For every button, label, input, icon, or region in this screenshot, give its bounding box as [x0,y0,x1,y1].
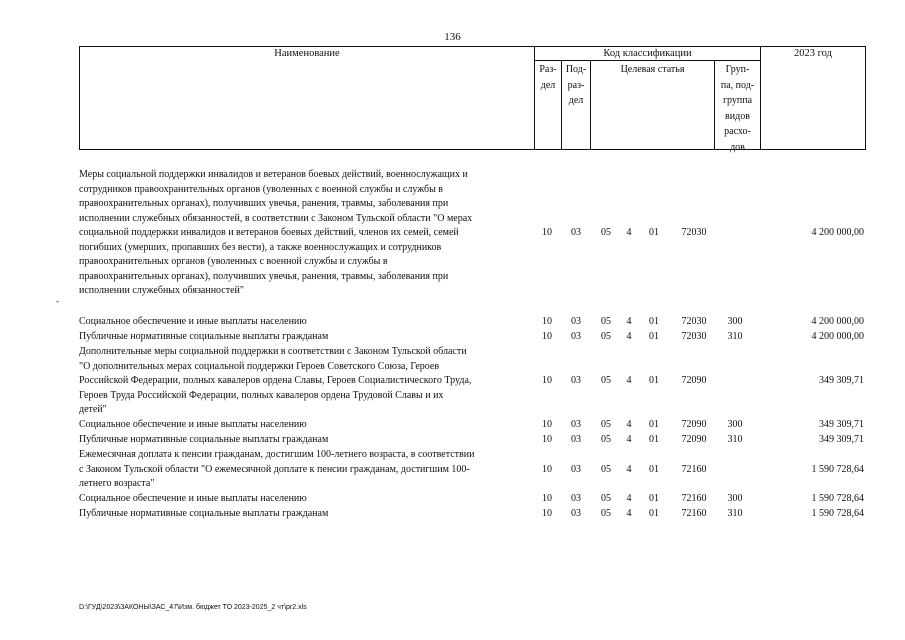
row-ts1: 05 [601,316,611,327]
row-podrazdel: 03 [571,508,581,519]
row-ts2: 4 [626,434,632,445]
row-podrazdel: 03 [571,419,581,430]
row-razdel: 10 [542,419,552,430]
row-podrazdel: 03 [571,227,581,238]
row-name: Ежемесячная доплата к пенсии гражданам, достигшим 100-летнего возраста, в соответствии с Законом Тульской области "О ежемесячной доплате к пенсии гражданам, достигшим 100- летнего возраста" [79,449,475,489]
row-name: Социальное обеспечение и иные выплаты населению [79,493,307,504]
row-vr: 310 [727,434,743,445]
row-name: Публичные нормативные социальные выплаты гражданам [79,434,329,445]
row-ts3: 01 [649,434,659,445]
row-ts3: 01 [649,227,659,238]
row-ts4: 72160 [681,508,707,519]
row-sum: 4 200 000,00 [811,331,864,342]
row-podrazdel: 03 [571,331,581,342]
row-ts2: 4 [626,493,632,504]
row-razdel: 10 [542,227,552,238]
scan-dash-mark: - [56,296,59,306]
row-name: Социальное обеспечение и иные выплаты населению [79,316,307,327]
row-podrazdel: 03 [571,464,581,475]
header-podrazdel: Под- раз- дел [565,64,587,106]
header-vid: Груп- па, под- группа видов расхо- дов [720,64,755,153]
row-ts4: 72160 [681,464,707,475]
header-name: Наименование [274,48,340,59]
row-sum: 349 309,71 [819,419,864,430]
row-name: Меры социальной поддержки инвалидов и ветеранов боевых действий, военнослужащих и сотрудников правоохранительных органов (уволенных с военной службы и службы в правоохранительных органах), получивших увечья, ранения, травмы, заболевания при исполнении служебных обязанностей, в соответствии с Законом Тульской области "О мерах социальной поддержки инвалидов и ветеранов боевых действий, членов их семей, семей погибших (умерших, пропавших без вести), а также военнослужащих и сотрудников правоохранительных органов (уволенных с военной службы и службы в правоохранительных органах), получивших увечья, ранения, травмы, заболевания при исполнении служебных обязанностей" [79,169,473,296]
row-razdel: 10 [542,434,552,445]
row-ts3: 01 [649,419,659,430]
row-vr: 300 [727,419,743,430]
row-ts3: 01 [649,375,659,386]
row-ts1: 05 [601,375,611,386]
row-podrazdel: 03 [571,375,581,386]
row-sum: 4 200 000,00 [811,316,864,327]
row-sum: 1 590 728,64 [811,464,864,475]
row-podrazdel: 03 [571,316,581,327]
row-razdel: 10 [542,464,552,475]
row-sum: 4 200 000,00 [811,227,864,238]
row-sum: 349 309,71 [819,434,864,445]
row-ts4: 72030 [681,331,707,342]
row-ts1: 05 [601,508,611,519]
row-ts1: 05 [601,493,611,504]
page-number: 136 [444,31,461,43]
row-ts3: 01 [649,331,659,342]
row-ts2: 4 [626,227,632,238]
row-ts3: 01 [649,508,659,519]
row-razdel: 10 [542,375,552,386]
row-ts2: 4 [626,508,632,519]
row-ts4: 72090 [681,434,707,445]
row-vr: 310 [727,331,743,342]
header-celevaya: Целевая статья [620,64,685,75]
header-code: Код классификации [603,48,692,59]
row-name: Публичные нормативные социальные выплаты гражданам [79,508,329,519]
row-vr: 310 [727,508,743,519]
row-ts4: 72030 [681,316,707,327]
row-ts1: 05 [601,331,611,342]
row-ts2: 4 [626,331,632,342]
footer-file-path: D:\ГУД\2023\ЗАКОНЫ\ЗАС_47\Изм. бюджет ТО 2023-2025_2 чт\pr2.xls [79,604,307,611]
row-ts4: 72090 [681,375,707,386]
row-sum: 349 309,71 [819,375,864,386]
row-name: Публичные нормативные социальные выплаты гражданам [79,331,329,342]
row-ts3: 01 [649,493,659,504]
row-ts4: 72160 [681,493,707,504]
row-ts1: 05 [601,434,611,445]
row-razdel: 10 [542,331,552,342]
row-vr: 300 [727,493,743,504]
row-podrazdel: 03 [571,434,581,445]
row-name: Дополнительные меры социальной поддержки в соответствии с Законом Тульской области "О дополнительных мерах социальной поддержки Героев Советского Союза, Героев Российской Федерации, полных кавалеров ордена Славы, Героев Социалистического Труда, Героев Труда Российской Федерации, полных кавалеров ордена Трудовой Славы и их детей" [79,346,472,415]
row-podrazdel: 03 [571,493,581,504]
header-razdel: Раз- дел [539,64,557,91]
row-ts1: 05 [601,227,611,238]
row-name: Социальное обеспечение и иные выплаты населению [79,419,307,430]
row-razdel: 10 [542,493,552,504]
row-ts2: 4 [626,464,632,475]
row-ts3: 01 [649,316,659,327]
row-ts4: 72030 [681,227,707,238]
row-ts4: 72090 [681,419,707,430]
row-ts1: 05 [601,464,611,475]
row-ts2: 4 [626,375,632,386]
row-ts2: 4 [626,316,632,327]
row-sum: 1 590 728,64 [811,493,864,504]
row-ts3: 01 [649,464,659,475]
row-razdel: 10 [542,316,552,327]
row-vr: 300 [727,316,743,327]
row-ts1: 05 [601,419,611,430]
row-ts2: 4 [626,419,632,430]
header-year: 2023 год [794,48,832,59]
row-razdel: 10 [542,508,552,519]
row-sum: 1 590 728,64 [811,508,864,519]
table-header [79,46,866,153]
